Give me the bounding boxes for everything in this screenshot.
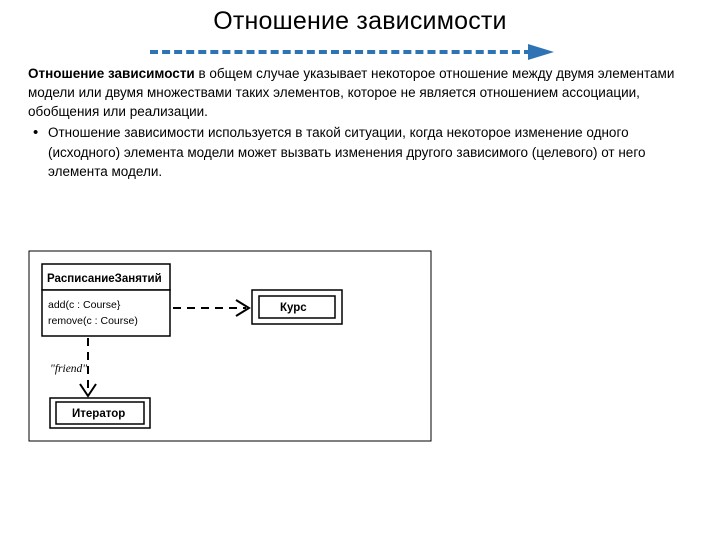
list-item <box>28 123 696 180</box>
class-box-schedule <box>42 264 170 336</box>
class-box-iterator <box>50 398 150 428</box>
operation-add: add(c : Course} <box>48 299 121 311</box>
stereotype-label-friend: "friend" <box>50 363 88 375</box>
list-item-label: Отношение зависимости используется в такой ситуации, когда некоторое изменение одного (исходного) элемента модели может вызвать изменения другого зависимого (целевого) от него элемента модели. <box>48 125 646 179</box>
bullet-list <box>28 123 696 180</box>
class-name-iterator: Итератор <box>72 408 126 420</box>
class-name-course: Курс <box>280 302 307 314</box>
lead-paragraph <box>28 64 696 121</box>
arrow-right-icon <box>528 44 554 60</box>
class-name-schedule: РасписаниеЗанятий <box>47 273 162 285</box>
body-text-block <box>28 64 696 181</box>
page-title: Отношение зависимости <box>213 7 507 35</box>
class-box-course <box>252 290 342 324</box>
dashed-arrow-divider <box>150 44 570 60</box>
uml-dependency-diagram <box>28 250 432 442</box>
dashed-line <box>150 50 532 54</box>
lead-rest-text: в общем случае указывает некоторое отношение между двумя элементами модели или двумя множествами таких элементов, которое не является отношением ассоциации, обобщения или реализации. <box>28 66 675 120</box>
lead-bold-term: Отношение зависимости <box>28 66 195 81</box>
operation-remove: remove(c : Course) <box>48 315 138 327</box>
